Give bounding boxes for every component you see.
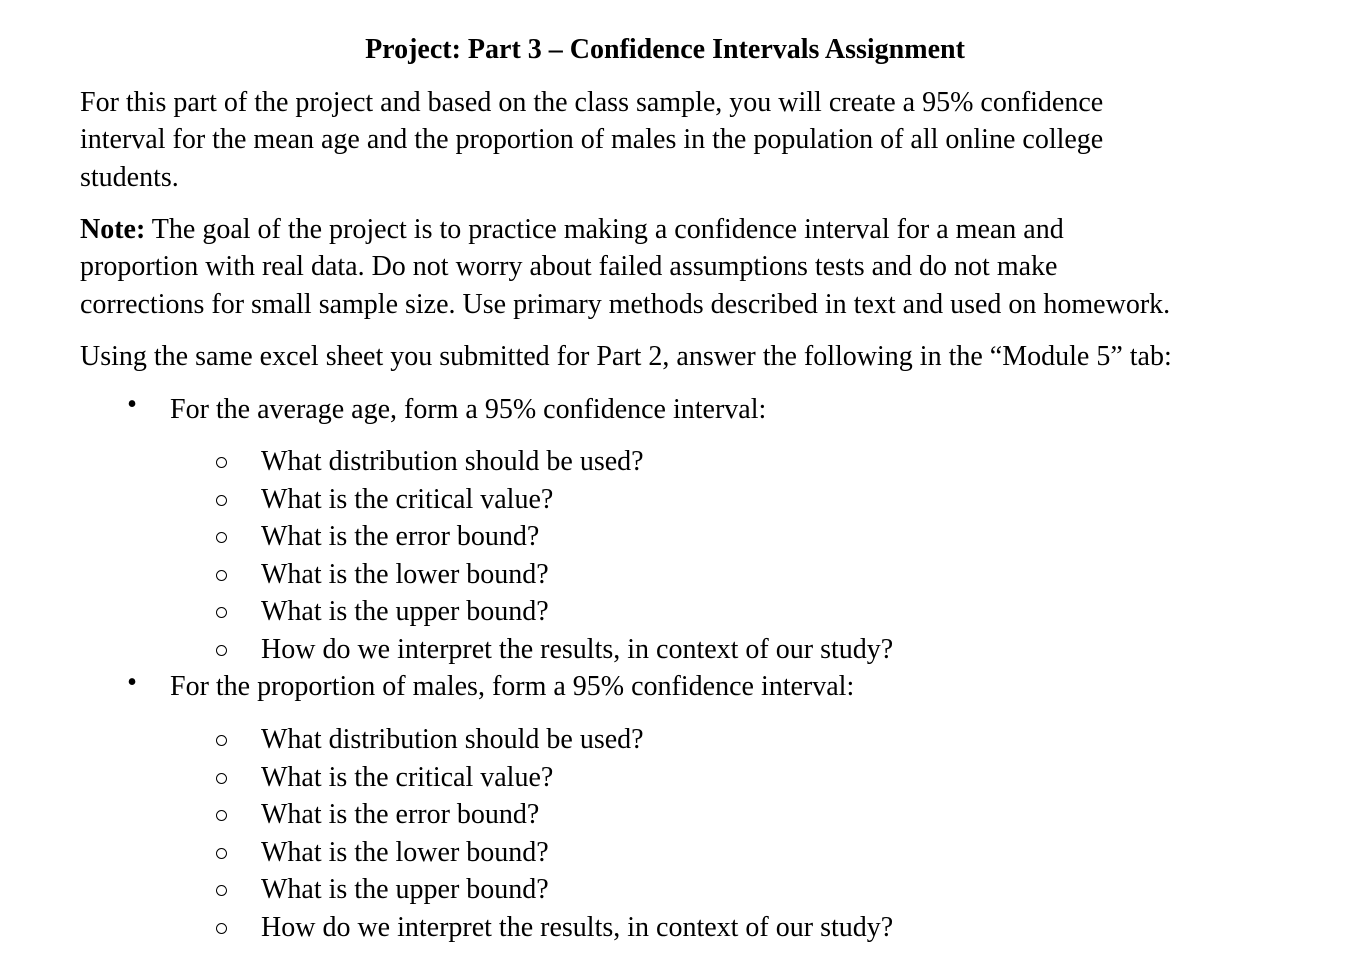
question-item (0, 443, 1370, 481)
note-paragraph (80, 211, 1280, 323)
intro-line: students. (80, 161, 179, 193)
question-item (0, 909, 1370, 947)
question-item (0, 796, 1370, 834)
hollow-circle-bullet-icon (216, 885, 227, 896)
hollow-circle-bullet-icon (216, 457, 227, 468)
instruction-paragraph: Using the same excel sheet you submitted for Part 2, answer the following in the “Module 5” tab: (80, 341, 1172, 372)
note-line: corrections for small sample size. Use primary methods described in text and used on homework. (80, 288, 1171, 320)
question-text: What is the upper bound? (261, 874, 549, 906)
hollow-circle-bullet-icon (216, 645, 227, 656)
question-text: What is the upper bound? (261, 596, 549, 628)
question-text: What distribution should be used? (261, 724, 644, 755)
hollow-circle-bullet-icon (216, 607, 227, 618)
hollow-circle-bullet-icon (216, 773, 227, 784)
question-item (0, 759, 1370, 797)
question-item (0, 593, 1370, 631)
intro-line: For this part of the project and based on the class sample, you will create a 95% confidence (80, 87, 1104, 118)
question-text: What is the lower bound? (261, 836, 549, 868)
note-label: Note: (80, 214, 146, 245)
question-text: What is the lower bound? (261, 558, 549, 590)
average-age-questions (0, 443, 1370, 669)
question-text: What is the error bound? (261, 799, 540, 831)
hollow-circle-bullet-icon (216, 923, 227, 934)
question-text: What distribution should be used? (261, 446, 644, 477)
question-item (0, 518, 1370, 556)
hollow-circle-bullet-icon (216, 532, 227, 543)
question-text: What is the critical value? (261, 483, 554, 515)
question-item (0, 631, 1370, 669)
note-text: The goal of the project is to practice making a confidence interval for a mean and (145, 214, 1064, 245)
question-text: What is the critical value? (261, 761, 554, 793)
hollow-circle-bullet-icon (216, 495, 227, 506)
document-title: Project: Part 3 – Confidence Intervals Assignment (365, 34, 965, 65)
question-item (0, 871, 1370, 909)
proportion-males-questions (0, 721, 1370, 947)
hollow-circle-bullet-icon (216, 848, 227, 859)
bullet-marker: • (127, 667, 137, 698)
question-item (0, 834, 1370, 872)
question-text: What is the error bound? (261, 521, 540, 553)
question-item (0, 721, 1370, 759)
intro-line: interval for the mean age and the proportion of males in the population of all online college (80, 124, 1104, 156)
note-line (80, 211, 1280, 248)
bullet-marker: • (127, 389, 137, 420)
hollow-circle-bullet-icon (216, 735, 227, 746)
note-line: proportion with real data. Do not worry about failed assumptions tests and do not make (80, 251, 1058, 283)
bullet-proportion-males: For the proportion of males, form a 95% confidence interval: (170, 671, 855, 702)
question-item (0, 556, 1370, 594)
hollow-circle-bullet-icon (216, 570, 227, 581)
question-item (0, 481, 1370, 519)
bullet-average-age: For the average age, form a 95% confidence interval: (170, 394, 767, 425)
question-text: How do we interpret the results, in context of our study? (261, 633, 894, 665)
question-text: How do we interpret the results, in context of our study? (261, 911, 894, 943)
hollow-circle-bullet-icon (216, 810, 227, 821)
intro-paragraph (80, 84, 1280, 196)
